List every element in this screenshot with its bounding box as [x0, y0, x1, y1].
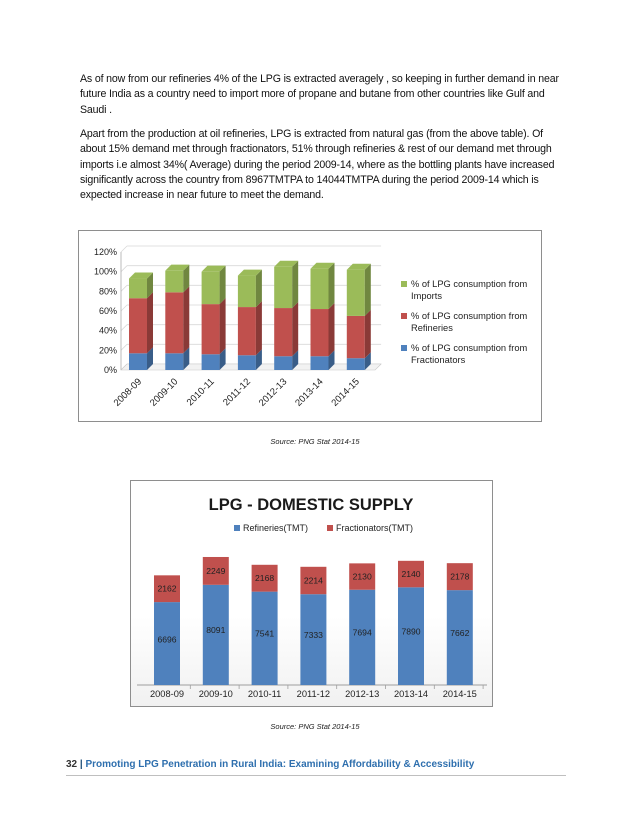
legend-label: [411, 311, 528, 333]
legend-swatch: [401, 345, 407, 351]
y-tick-label: 20%: [98, 345, 117, 356]
data-label: 7890: [401, 626, 421, 637]
x-tick-label: 2014-15: [329, 376, 362, 409]
bar-segment-front: [202, 304, 220, 354]
bar-segment-front: [238, 276, 256, 307]
gridline-side: [121, 305, 127, 311]
x-tick-label: 2013-14: [393, 689, 429, 699]
page-number: 32: [66, 759, 78, 770]
bar-segment-front: [311, 356, 329, 370]
bar-segment-front: [311, 309, 329, 356]
bar-segment-side: [329, 303, 335, 356]
legend-swatch: [401, 313, 407, 319]
y-tick-label: 60%: [98, 306, 117, 316]
intro-paragraph: As of now from our refineries 4% of the LPG is extracted averagely , so keeping in further demand in near future India as a country need to import more of propane and butane from other countries like Gulf and Saudi .: [80, 73, 559, 116]
bar-segment-front: [238, 307, 256, 355]
x-tick-label: 2010-11: [247, 689, 282, 699]
x-tick-label: 2011-12: [296, 689, 331, 699]
bar-segment-front: [202, 272, 220, 304]
x-tick-label: 2008-09: [149, 689, 185, 699]
bar-segment-front: [202, 354, 220, 370]
bar-segment-side: [365, 264, 371, 316]
data-label: 8091: [206, 624, 226, 635]
bar-segment-side: [147, 292, 153, 353]
chart-title: LPG - DOMESTIC SUPPLY: [208, 496, 414, 514]
bar-segment-front: [347, 270, 365, 316]
gridline-side: [121, 285, 127, 291]
y-tick-label: 120%: [93, 247, 117, 257]
gridline-side: [121, 344, 127, 350]
gridline-side: [121, 246, 127, 252]
y-tick-label: 100%: [93, 266, 117, 277]
bar-segment-side: [292, 261, 298, 308]
x-tick-label: 2011-12: [221, 376, 254, 409]
bar-segment-front: [311, 269, 329, 309]
y-tick-label: 40%: [98, 325, 117, 336]
x-tick-label: 2013-14: [293, 376, 326, 409]
data-label: 7662: [450, 627, 470, 638]
bar-segment-side: [220, 266, 226, 304]
bar-segment-side: [256, 270, 262, 307]
bar-segment-side: [365, 310, 371, 358]
bar-segment: [203, 585, 229, 685]
footer-separator: |: [79, 759, 83, 770]
bar-segment-front: [129, 279, 147, 299]
data-label: 6696: [157, 634, 177, 645]
chart2-source: Source: PNG Stat 2014-15: [270, 722, 360, 731]
x-tick-label: 2009-10: [147, 376, 181, 409]
bar-segment-front: [165, 271, 183, 293]
bar-segment-front: [274, 356, 292, 370]
x-tick-label: 2010-11: [184, 376, 217, 409]
legend-label-line: % of LPG consumption from: [411, 279, 528, 289]
bar-segment-front: [129, 298, 147, 353]
data-label: 7541: [255, 628, 275, 639]
gridline-side: [121, 266, 127, 272]
data-label: 2249: [206, 565, 226, 576]
bar-segment-front: [274, 267, 292, 308]
bar-segment-side: [220, 298, 226, 354]
data-label: 2130: [352, 571, 372, 582]
x-tick-label: 2012-13: [256, 376, 290, 409]
legend-label: [411, 279, 528, 301]
data-label: 2214: [303, 575, 323, 586]
x-tick-label: 2014-15: [442, 689, 477, 699]
data-label: 7694: [352, 627, 372, 638]
bar-segment-front: [274, 308, 292, 356]
legend-swatch: [327, 525, 333, 531]
data-label: 2168: [255, 573, 275, 584]
page-footer: [66, 759, 566, 770]
bar-segment-front: [129, 353, 147, 370]
data-label: 7333: [303, 630, 323, 641]
chart1-source: Source: PNG Stat 2014-15: [270, 437, 360, 446]
bar-segment-front: [165, 353, 183, 370]
y-tick-label: 0%: [103, 365, 117, 375]
legend-label-line: Refineries: [411, 323, 453, 333]
legend-label: Fractionators(TMT): [336, 523, 414, 533]
bar-segment-side: [292, 302, 298, 356]
lpg-domestic-supply-chart: [130, 480, 493, 707]
data-label: 2140: [401, 569, 421, 580]
lpg-consumption-share-svg: [79, 231, 541, 421]
legend-label: [411, 343, 528, 365]
lpg-consumption-share-chart: [78, 230, 542, 422]
production-paragraph: Apart from the production at oil refineries, LPG is extracted from natural gas (from the above table). Of about 15% demand met through fractionators, 51% through refineries & rest of our demand met through imports i.e almost 34%( Average) during the period 2009-14, where as the bottling plants have increased significantly across the country from 8967TMTPA to 14044TMTPA during the period 2009-14 which is expected increase in near future to meet the demand.: [80, 128, 555, 202]
y-tick-label: 80%: [98, 286, 117, 297]
x-tick-label: 2012-13: [345, 689, 380, 699]
footer-title: Promoting LPG Penetration in Rural India: Examining Affordability & Accessibility: [85, 759, 475, 770]
x-tick-label: 2009-10: [198, 689, 233, 699]
legend-label: Refineries(TMT): [243, 523, 309, 533]
legend-label-line: % of LPG consumption from: [411, 343, 528, 353]
bar-segment-side: [256, 301, 262, 355]
bar-segment-front: [165, 292, 183, 353]
lpg-domestic-supply-svg: [131, 481, 492, 706]
data-label: 2178: [450, 571, 470, 582]
bar-segment-front: [347, 316, 365, 358]
footer-rule: [66, 775, 566, 776]
bar-segment-side: [183, 286, 189, 353]
x-tick-label: 2008-09: [111, 376, 145, 409]
legend-swatch: [234, 525, 240, 531]
legend-label-line: % of LPG consumption from: [411, 311, 528, 321]
bar-segment-front: [347, 358, 365, 370]
bar-segment-front: [238, 355, 256, 370]
legend-label-line: Fractionators: [411, 355, 466, 365]
gridline-side: [121, 325, 127, 331]
legend-label-line: Imports: [411, 291, 442, 301]
bar-segment-side: [329, 263, 335, 309]
data-label: 2162: [157, 583, 177, 594]
legend-swatch: [401, 281, 407, 287]
